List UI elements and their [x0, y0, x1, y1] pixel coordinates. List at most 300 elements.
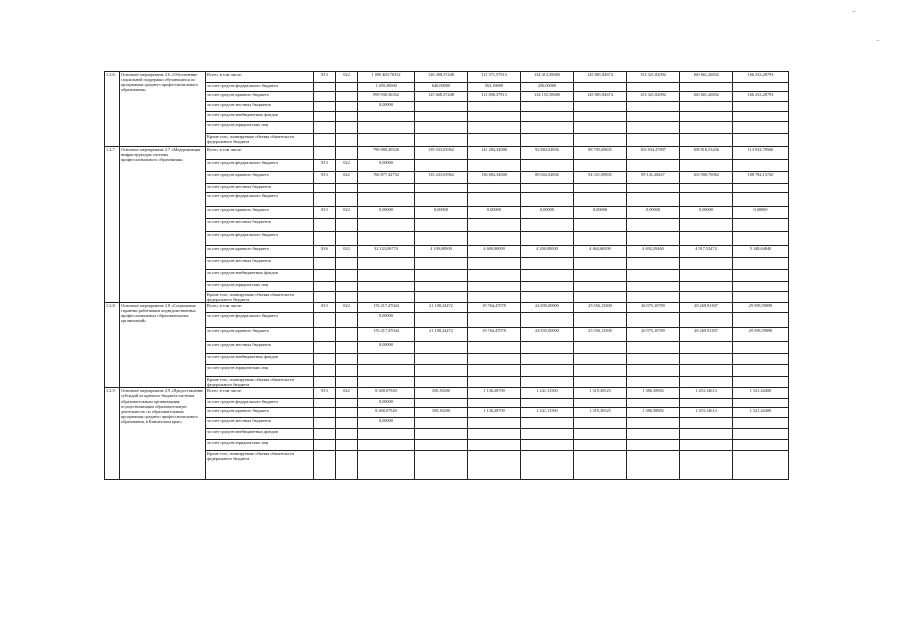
funding-source: за счет средств краевого бюджета: [206, 172, 314, 184]
amount-cell: [733, 342, 789, 354]
grbs-code: 813: [314, 160, 336, 172]
amount-cell: [680, 342, 733, 354]
amount-cell: 1 386,58982: [627, 388, 680, 399]
amount-cell: [468, 258, 521, 270]
amount-cell: 166 233,28793: [733, 72, 789, 83]
amount-cell: 0,00000: [574, 207, 627, 219]
amount-cell: [733, 451, 789, 480]
event-name: Основное мероприятие 2.7 «Модернизация инфраструктуры системы профессионального образования»: [120, 147, 206, 303]
section-code: [336, 112, 358, 122]
amount-cell: 799 000,49526: [358, 147, 415, 160]
amount-cell: [574, 122, 627, 134]
section-code: 022: [336, 207, 358, 219]
grbs-code: [314, 354, 336, 365]
amount-cell: [415, 219, 468, 232]
grbs-code: [314, 342, 336, 354]
grbs-code: 813: [314, 72, 336, 83]
amount-cell: [468, 193, 521, 207]
amount-cell: [733, 365, 789, 377]
amount-cell: [574, 219, 627, 232]
amount-cell: [680, 184, 733, 193]
amount-cell: [521, 102, 574, 112]
section-code: [336, 440, 358, 451]
amount-cell: [521, 354, 574, 365]
amount-cell: [468, 342, 521, 354]
amount-cell: 126 308,37448: [415, 72, 468, 83]
amount-cell: 166 233,28793: [733, 92, 789, 102]
amount-cell: [358, 365, 415, 377]
grbs-code: 813: [314, 207, 336, 219]
amount-cell: [358, 354, 415, 365]
amount-cell: [521, 440, 574, 451]
grbs-code: [314, 429, 336, 440]
amount-cell: [733, 377, 789, 388]
amount-cell: [680, 232, 733, 246]
amount-cell: [468, 418, 521, 429]
row-code: 1.2.7.: [105, 147, 120, 303]
amount-cell: [415, 292, 468, 303]
section-code: [336, 147, 358, 160]
amount-cell: 4 200,00000: [521, 246, 574, 258]
amount-cell: [733, 160, 789, 172]
amount-cell: [627, 102, 680, 112]
grbs-code: [314, 270, 336, 282]
grbs-code: [314, 92, 336, 102]
funding-source: за счет средств юридических лиц: [206, 282, 314, 292]
amount-cell: 135 433,03962: [415, 172, 468, 184]
amount-cell: [733, 440, 789, 451]
amount-cell: 5 148,64840: [733, 246, 789, 258]
table-row: [105, 342, 789, 354]
amount-cell: [627, 342, 680, 354]
amount-cell: [627, 193, 680, 207]
amount-cell: [521, 134, 574, 147]
funding-source: Всего, в том числе:: [206, 147, 314, 160]
funding-source: за счет средств краевого бюджета: [206, 408, 314, 418]
amount-cell: 1 319,30525: [574, 388, 627, 399]
amount-cell: 139 533,03962: [415, 147, 468, 160]
amount-cell: 766 877,42752: [358, 172, 415, 184]
amount-cell: 0,00000: [680, 207, 733, 219]
table-row: [105, 184, 789, 193]
event-name: Основное мероприятие 2.8 «Социальные гарантии работникам подведомственных профессиональных образовательных организаций»: [120, 303, 206, 388]
amount-cell: 0,00000: [358, 160, 415, 172]
table-row: [105, 313, 789, 328]
funding-source: за счет средств внебюджетных фондов: [206, 112, 314, 122]
amount-cell: [415, 134, 468, 147]
funding-source: за счет средств краевого бюджета: [206, 328, 314, 342]
section-code: [336, 292, 358, 303]
table-row: [105, 292, 789, 303]
amount-cell: [680, 313, 733, 328]
section-code: [336, 92, 358, 102]
amount-cell: 256,00000: [521, 83, 574, 92]
funding-source: Всего, в том числе:: [206, 303, 314, 313]
funding-source: за счет средств местных бюджетов: [206, 102, 314, 112]
amount-cell: [733, 122, 789, 134]
amount-cell: [468, 377, 521, 388]
amount-cell: [468, 219, 521, 232]
amount-cell: [627, 377, 680, 388]
table-row: [105, 147, 789, 160]
amount-cell: [574, 429, 627, 440]
amount-cell: [574, 112, 627, 122]
amount-cell: [468, 122, 521, 134]
amount-cell: 32 123,06774: [358, 246, 415, 258]
amount-cell: [415, 282, 468, 292]
amount-cell: [521, 429, 574, 440]
amount-cell: 1 453,14613: [680, 408, 733, 418]
amount-cell: [358, 292, 415, 303]
amount-cell: [415, 102, 468, 112]
amount-cell: [574, 313, 627, 328]
amount-cell: [521, 232, 574, 246]
funding-source: за счет средств федерального бюджета: [206, 232, 314, 246]
funding-source: за счет средств местных бюджетов: [206, 342, 314, 354]
amount-cell: 1 000 469,76352: [358, 72, 415, 83]
table-row: [105, 365, 789, 377]
funding-source: за счет средств юридических лиц: [206, 440, 314, 451]
amount-cell: 1 241,11500: [521, 388, 574, 399]
amount-cell: [521, 418, 574, 429]
amount-cell: 4 917,52474: [680, 246, 733, 258]
amount-cell: [468, 354, 521, 365]
amount-cell: [415, 399, 468, 408]
amount-cell: [627, 292, 680, 303]
amount-cell: 153 321,82092: [627, 92, 680, 102]
table-row: [105, 388, 789, 399]
amount-cell: [415, 193, 468, 207]
amount-cell: [415, 365, 468, 377]
amount-cell: 145 881,84674: [574, 92, 627, 102]
amount-cell: 92 802,02836: [521, 147, 574, 160]
amount-cell: [574, 440, 627, 451]
amount-cell: [415, 258, 468, 270]
amount-cell: [521, 282, 574, 292]
amount-cell: [358, 232, 415, 246]
amount-cell: 0,00000: [733, 207, 789, 219]
funding-source: Кроме того, планируемые объемы обязательств федерального бюджета: [206, 451, 314, 480]
amount-cell: [415, 354, 468, 365]
amount-cell: [521, 193, 574, 207]
grbs-code: [314, 83, 336, 92]
section-code: [336, 354, 358, 365]
amount-cell: 28 269,91307: [680, 328, 733, 342]
amount-cell: [415, 160, 468, 172]
amount-cell: 176 217,47044: [358, 303, 415, 313]
amount-cell: [358, 258, 415, 270]
amount-cell: [680, 429, 733, 440]
amount-cell: [574, 258, 627, 270]
amount-cell: 134 413,58680: [521, 72, 574, 83]
amount-cell: 111 008,37913: [468, 92, 521, 102]
amount-cell: 640,00000: [415, 83, 468, 92]
amount-cell: 136 684,34000: [468, 172, 521, 184]
amount-cell: [680, 83, 733, 92]
section-code: 022: [336, 160, 358, 172]
amount-cell: [574, 451, 627, 480]
amount-cell: [627, 365, 680, 377]
grbs-code: [314, 440, 336, 451]
grbs-code: [314, 193, 336, 207]
section-code: 022: [336, 172, 358, 184]
amount-cell: 176 217,47044: [358, 328, 415, 342]
grbs-code: [314, 147, 336, 160]
amount-cell: [574, 377, 627, 388]
amount-cell: [468, 112, 521, 122]
funding-source: Кроме того, планируемые объемы обязательств федерального бюджета: [206, 377, 314, 388]
amount-cell: [733, 219, 789, 232]
amount-cell: [574, 399, 627, 408]
amount-cell: 145 881,84674: [574, 72, 627, 83]
amount-cell: [733, 429, 789, 440]
table-row: [105, 270, 789, 282]
amount-cell: [468, 429, 521, 440]
amount-cell: 0,00000: [358, 102, 415, 112]
amount-cell: 4 464,60000: [574, 246, 627, 258]
amount-cell: 103 900,79082: [680, 172, 733, 184]
amount-cell: [521, 122, 574, 134]
amount-cell: 25 556,13500: [574, 328, 627, 342]
amount-cell: 103 834,27897: [627, 147, 680, 160]
amount-cell: [733, 418, 789, 429]
funding-source: Кроме того, планируемые объемы обязательств федерального бюджета: [206, 134, 314, 147]
table-row: [105, 72, 789, 83]
grbs-code: [314, 102, 336, 112]
amount-cell: [733, 112, 789, 122]
amount-cell: 108 784,13720: [733, 172, 789, 184]
amount-cell: [627, 451, 680, 480]
grbs-code: [314, 122, 336, 134]
amount-cell: 4 100,00000: [415, 246, 468, 258]
funding-source: за счет средств федерального бюджета: [206, 193, 314, 207]
funding-source: за счет средств федерального бюджета: [206, 399, 314, 408]
amount-cell: [574, 270, 627, 282]
amount-cell: [468, 292, 521, 303]
amount-cell: [415, 451, 468, 480]
row-code: 1.2.8.: [105, 303, 120, 388]
amount-cell: [358, 270, 415, 282]
amount-cell: [627, 429, 680, 440]
amount-cell: 19 764,47078: [468, 303, 521, 313]
amount-cell: [415, 184, 468, 193]
amount-cell: [733, 184, 789, 193]
amount-cell: [358, 429, 415, 440]
section-code: [336, 102, 358, 112]
table-row: [105, 83, 789, 92]
amount-cell: 1 459,39000: [358, 83, 415, 92]
amount-cell: [468, 365, 521, 377]
amount-cell: [358, 122, 415, 134]
amount-cell: 4 600,00000: [468, 246, 521, 258]
section-code: [336, 399, 358, 408]
amount-cell: [733, 258, 789, 270]
section-code: [336, 232, 358, 246]
amount-cell: [627, 184, 680, 193]
amount-cell: [627, 258, 680, 270]
table-row: [105, 193, 789, 207]
amount-cell: 0,00000: [358, 399, 415, 408]
amount-cell: [521, 342, 574, 354]
grbs-code: [314, 451, 336, 480]
grbs-code: [314, 292, 336, 303]
amount-cell: 134 155,58680: [521, 92, 574, 102]
amount-cell: [733, 292, 789, 303]
amount-cell: 350,39200: [415, 408, 468, 418]
amount-cell: 1 386,58982: [627, 408, 680, 418]
amount-cell: [680, 219, 733, 232]
amount-cell: [627, 354, 680, 365]
funding-source: за счет средств юридических лиц: [206, 365, 314, 377]
amount-cell: [468, 184, 521, 193]
funding-source: за счет средств местных бюджетов: [206, 184, 314, 193]
amount-cell: 160 661,26832: [680, 72, 733, 83]
amount-cell: [415, 232, 468, 246]
funding-source: за счет средств федерального бюджета: [206, 313, 314, 328]
amount-cell: [415, 342, 468, 354]
amount-cell: 8 400,07920: [358, 388, 415, 399]
amount-cell: 1 319,30525: [574, 408, 627, 418]
amount-cell: [574, 134, 627, 147]
amount-cell: [680, 134, 733, 147]
grbs-code: [314, 399, 336, 408]
section-code: [336, 313, 358, 328]
table-row: [105, 172, 789, 184]
amount-cell: [468, 399, 521, 408]
grbs-code: [314, 377, 336, 388]
amount-cell: 0,00000: [468, 207, 521, 219]
amount-cell: 26 975,10789: [627, 303, 680, 313]
amount-cell: [521, 451, 574, 480]
amount-cell: [627, 440, 680, 451]
amount-cell: 563,39000: [468, 83, 521, 92]
amount-cell: [521, 219, 574, 232]
amount-cell: [627, 160, 680, 172]
amount-cell: 350,39200: [415, 388, 468, 399]
event-name: Основное мероприятие 2.6 «Обеспечение социальной поддержки обучающихся по программам среднего профессионального образования»: [120, 72, 206, 147]
amount-cell: [358, 440, 415, 451]
amount-cell: [574, 342, 627, 354]
amount-cell: [680, 102, 733, 112]
grbs-code: [314, 328, 336, 342]
section-code: [336, 377, 358, 388]
funding-source: за счет средств краевого бюджета: [206, 246, 314, 258]
budget-table: [104, 71, 789, 480]
table-row: [105, 451, 789, 480]
amount-cell: [574, 232, 627, 246]
section-code: [336, 122, 358, 134]
amount-cell: 0,00000: [358, 207, 415, 219]
amount-cell: [358, 282, 415, 292]
amount-cell: 999 930,36352: [358, 92, 415, 102]
amount-cell: [358, 219, 415, 232]
amount-cell: [680, 377, 733, 388]
section-code: [336, 365, 358, 377]
amount-cell: 28 269,91307: [680, 303, 733, 313]
table-row: [105, 429, 789, 440]
funding-source: за счет средств местных бюджетов: [206, 258, 314, 270]
funding-source: Кроме того, планируемые объемы обязательств федерального бюджета: [206, 292, 314, 303]
funding-source: за счет средств внебюджетных фондов: [206, 354, 314, 365]
grbs-code: [314, 313, 336, 328]
funding-source: Всего, в том числе:: [206, 72, 314, 83]
amount-cell: 98 795,69835: [574, 147, 627, 160]
section-code: [336, 193, 358, 207]
section-code: [336, 270, 358, 282]
funding-source: за счет средств местных бюджетов: [206, 418, 314, 429]
table-row: [105, 328, 789, 342]
amount-cell: [574, 282, 627, 292]
amount-cell: 111 371,57913: [468, 72, 521, 83]
grbs-code: 816: [314, 246, 336, 258]
amount-cell: 0,00000: [358, 418, 415, 429]
funding-source: за счет средств юридических лиц: [206, 122, 314, 134]
section-code: [336, 408, 358, 418]
table-row: [105, 134, 789, 147]
funding-source: за счет средств федерального бюджета: [206, 83, 314, 92]
table-row: [105, 219, 789, 232]
amount-cell: 0,00000: [358, 342, 415, 354]
amount-cell: [627, 134, 680, 147]
amount-cell: [358, 193, 415, 207]
section-code: 022: [336, 246, 358, 258]
amount-cell: [574, 354, 627, 365]
amount-cell: [521, 184, 574, 193]
grbs-code: 813: [314, 303, 336, 313]
amount-cell: [627, 282, 680, 292]
funding-source: за счет средств внебюджетных фондов: [206, 429, 314, 440]
amount-cell: [468, 440, 521, 451]
amount-cell: [680, 122, 733, 134]
amount-cell: [680, 354, 733, 365]
amount-cell: [627, 83, 680, 92]
amount-cell: 1 521,44400: [733, 388, 789, 399]
table-row: [105, 354, 789, 365]
amount-cell: [358, 451, 415, 480]
table-row: [105, 246, 789, 258]
amount-cell: 113 932,78560: [733, 147, 789, 160]
amount-cell: [415, 418, 468, 429]
amount-cell: 1 241,11500: [521, 408, 574, 418]
amount-cell: [574, 193, 627, 207]
amount-cell: [680, 112, 733, 122]
section-code: [336, 451, 358, 480]
side-mark: –: [876, 36, 880, 44]
amount-cell: 24 835,00000: [521, 328, 574, 342]
amount-cell: 94 331,09835: [574, 172, 627, 184]
amount-cell: [521, 399, 574, 408]
amount-cell: 19 764,47078: [468, 328, 521, 342]
section-code: [336, 258, 358, 270]
amount-cell: [680, 418, 733, 429]
section-code: [336, 429, 358, 440]
amount-cell: [415, 270, 468, 282]
amount-cell: [733, 270, 789, 282]
amount-cell: [680, 451, 733, 480]
grbs-code: 813: [314, 172, 336, 184]
amount-cell: [627, 122, 680, 134]
funding-source: Всего, в том числе:: [206, 388, 314, 399]
funding-source: за счет средств краевого бюджета: [206, 92, 314, 102]
amount-cell: [521, 377, 574, 388]
amount-cell: [358, 112, 415, 122]
amount-cell: [574, 418, 627, 429]
amount-cell: 88 602,02836: [521, 172, 574, 184]
amount-cell: [733, 354, 789, 365]
amount-cell: [521, 270, 574, 282]
amount-cell: [468, 134, 521, 147]
amount-cell: [415, 377, 468, 388]
